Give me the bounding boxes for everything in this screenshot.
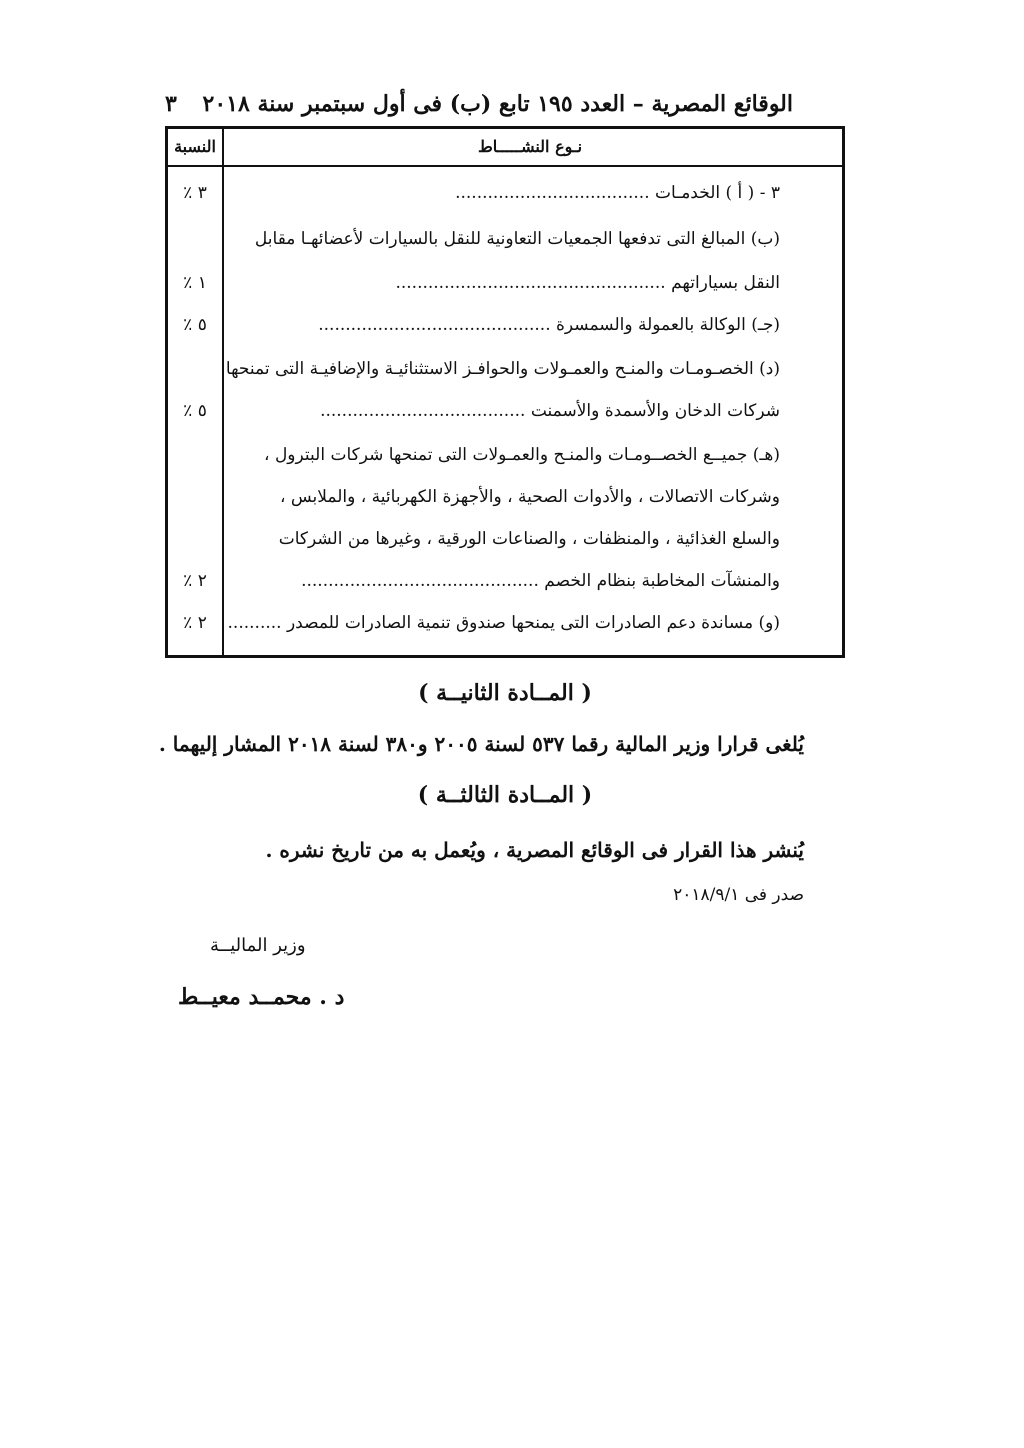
ratio-value: ٥ ٪: [183, 315, 207, 335]
leader-dots: ..................................................: [395, 273, 666, 293]
ratio-value: ٢ ٪: [183, 613, 207, 633]
article-2-heading: ( المــادة الثانيــة ): [418, 680, 592, 706]
table-row: [214, 527, 780, 551]
article-3-text: يُنشر هذا القرار فى الوقائع المصرية ، ويُعمل به من تاريخ نشره .: [265, 838, 804, 862]
table-row: [214, 399, 780, 423]
ratio-value: ٢ ٪: [183, 571, 207, 591]
table-row: [214, 227, 780, 251]
ratio-value: ١ ٪: [183, 273, 207, 293]
leader-dots: ...........................................: [318, 315, 551, 335]
page-number: ٣: [165, 91, 177, 117]
table-row: [214, 181, 780, 205]
row-text: (د) الخصـومـات والمنـح والعمـولات والحوافـز الاستثنائيـة والإضافيـة التى تمنحها: [225, 359, 780, 379]
leader-dots: ......................................: [320, 401, 526, 421]
row-text: (و) مساندة دعم الصادرات التى يمنحها صندوق تنمية الصادرات للمصدر: [286, 613, 780, 633]
row-text: (ب) المبالغ التى تدفعها الجمعيات التعاونية للنقل بالسيارات لأعضائهـا مقابل: [254, 229, 780, 249]
header-divider: [168, 165, 842, 167]
row-text: والمنشآت المخاطبة بنظام الخصم: [544, 571, 780, 591]
ratio-value: ٥ ٪: [183, 401, 207, 421]
activity-table: [165, 126, 845, 658]
table-row: [214, 271, 780, 295]
table-row: [214, 485, 780, 509]
ratio-header: النسبة: [174, 137, 216, 156]
row-text: وشركات الاتصالات ، والأدوات الصحية ، والأجهزة الكهربائية ، والملابس ،: [279, 487, 780, 507]
article-3-heading: ( المــادة الثالثــة ): [417, 782, 593, 808]
ratio-value: ٣ ٪: [183, 183, 207, 203]
leader-dots: ..........: [227, 613, 282, 633]
table-row: [214, 611, 780, 635]
table-row: [214, 443, 780, 467]
table-row: [214, 313, 780, 337]
row-text: (هـ) جميــع الخصــومـات والمنـح والعمـولات التى تمنحها شركات البترول ،: [264, 445, 780, 465]
table-row: [214, 569, 780, 593]
row-text: شركات الدخان والأسمدة والأسمنت: [530, 401, 780, 421]
leader-dots: ............................................: [301, 571, 539, 591]
row-text: والسلع الغذائية ، والمنظفات ، والصناعات الورقية ، وغيرها من الشركات: [278, 529, 780, 549]
signatory-title: وزير الماليــة: [210, 935, 306, 956]
row-text: (جـ) الوكالة بالعمولة والسمسرة: [556, 315, 780, 335]
activity-type-header: نـوع النشـــــاط: [477, 137, 583, 156]
row-text: النقل بسياراتهم: [671, 273, 780, 293]
table-row: [214, 357, 780, 381]
page-header: [165, 83, 793, 125]
signatory-name: د . محمــد معيــط: [178, 984, 345, 1010]
gazette-title: الوقائع المصرية – العدد ١٩٥ تابع (ب) فى أول سبتمبر سنة ٢٠١٨: [202, 91, 793, 117]
issue-date: صدر فى ٢٠١٨/٩/١: [673, 885, 804, 905]
leader-dots: ....................................: [455, 183, 650, 203]
article-2-text: يُلغى قرارا وزير المالية رقما ٥٣٧ لسنة ٢٠٠٥ و٣٨٠ لسنة ٢٠١٨ المشار إليهما .: [158, 732, 804, 756]
row-text: ٣ - ( أ ) الخدمـات: [655, 183, 780, 203]
